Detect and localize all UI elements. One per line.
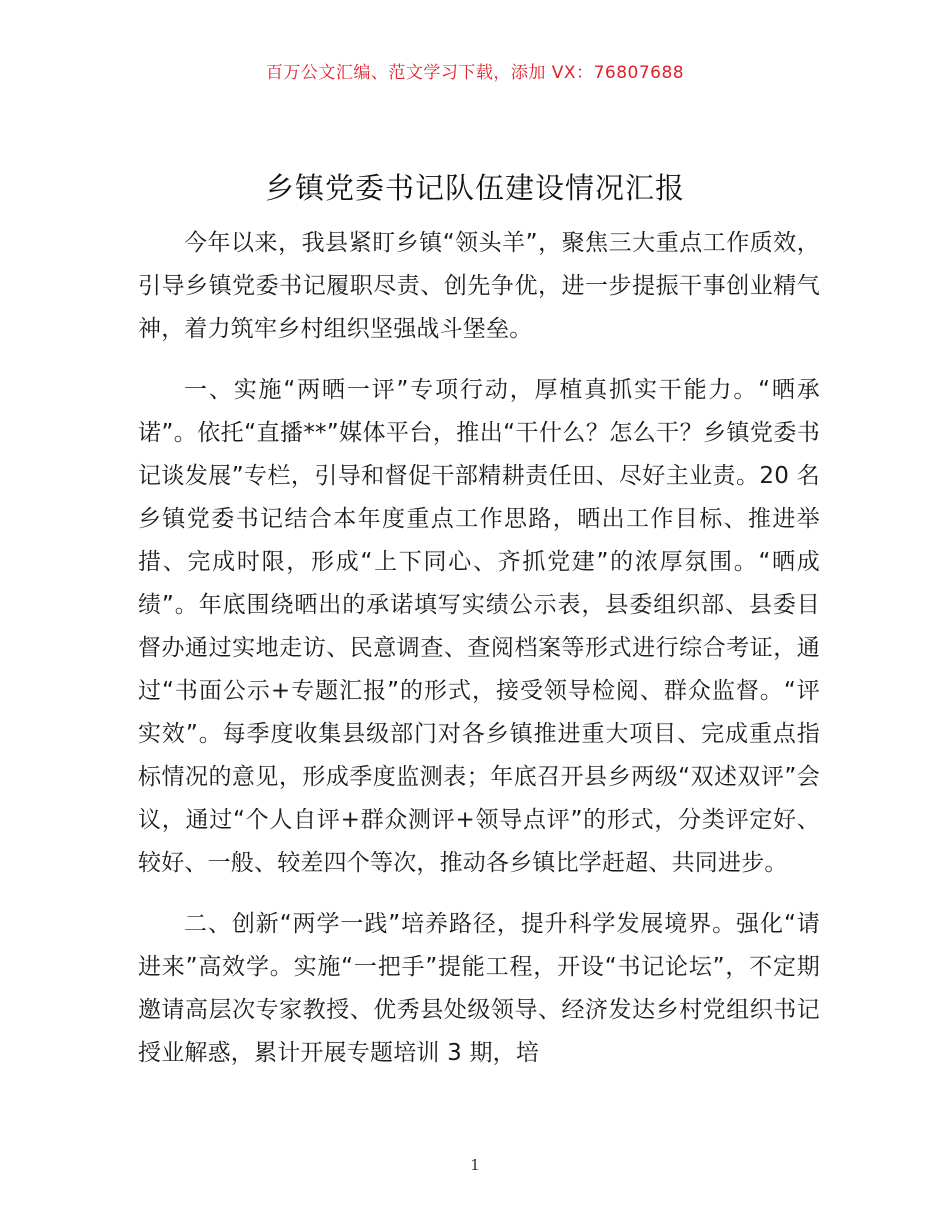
document-body	[138, 222, 820, 1093]
section-two-paragraph: 二、创新“两学一践”培养路径，提升科学发展境界。强化“请进来”高效学。实施“一把手”提能工程，开设“书记论坛”，不定期邀请高层次专家教授、优秀县处级领导、经济发达乡村党组织书记授业解惑，累计开展专题培训 3 期，培	[138, 911, 820, 1066]
intro-paragraph: 今年以来，我县紧盯乡镇“领头羊”，聚焦三大重点工作质效，引导乡镇党委书记履职尽责、创先争优，进一步提振干事创业精气神，着力筑牢乡村组织坚强战斗堡垒。	[138, 230, 820, 342]
section-one-paragraph: 一、实施“两晒一评”专项行动，厚植真抓实干能力。“晒承诺”。依托“直播**”媒体平台，推出“干什么？怎么干？乡镇党委书记谈发展”专栏，引导和督促干部精耕责任田、尽好主业责。20 名乡镇党委书记结合本年度重点工作思路，晒出工作目标、推进举措、完成时限，形成“上下同心、齐抓党建”的浓厚氛围。“晒成绩”。年底围绕晒出的承诺填写实绩公示表，县委组织部、县委目督办通过实地走访、民意调查、查阅档案等形式进行综合考证，通过“书面公示+专题汇报”的形式，接受领导检阅、群众监督。“评实效”。每季度收集县级部门对各乡镇推进重大项目、完成重点指标情况的意见，形成季度监测表；年底召开县乡两级“双述双评”会议，通过“个人自评+群众测评+领导点评”的形式，分类评定好、较好、一般、较差四个等次，推动各乡镇比学赶超、共同进步。	[138, 377, 820, 876]
header-promo-note: 百万公文汇编、范文学习下载，添加 VX：76807688	[265, 63, 685, 83]
document-title: 乡镇党委书记队伍建设情况汇报	[264, 171, 685, 205]
page-number: 1	[470, 1156, 480, 1174]
